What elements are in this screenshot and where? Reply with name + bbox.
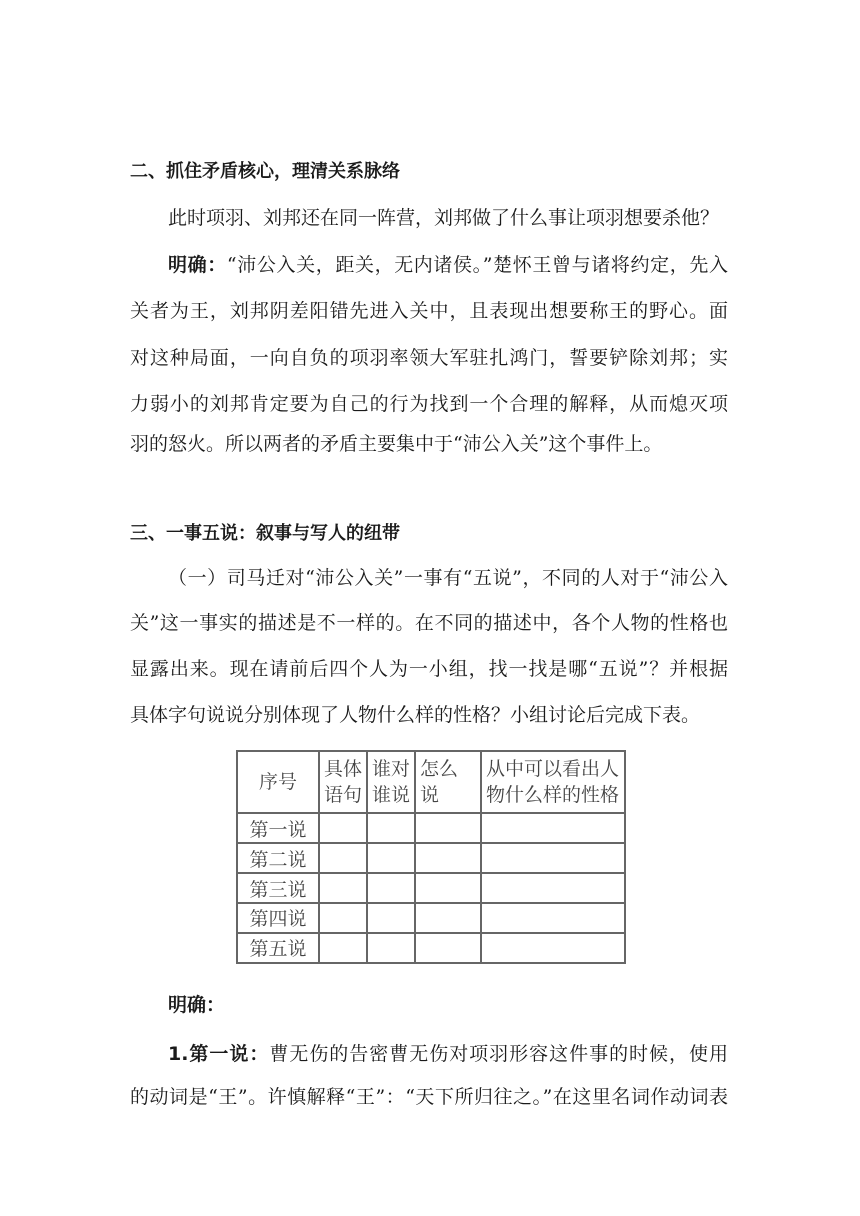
table-cell (319, 903, 367, 933)
table-row (237, 873, 625, 903)
section2-question: 此时项羽、刘邦还在同一阵营，刘邦做了什么事让项羽想要杀他？ (168, 207, 720, 229)
five-accounts-table (236, 750, 626, 964)
table-cell (481, 933, 625, 963)
table-cell (415, 873, 481, 903)
item1-text: 曹无伤的告密曹无伤对项羽形容这件事的时候，使用 (269, 1043, 728, 1065)
item1-label: 1.第一说： (168, 1043, 270, 1065)
section2-heading: 二、抓住矛盾核心，理清关系脉络 (130, 161, 400, 182)
table-header-cell: 序号 (237, 751, 319, 813)
table-cell (367, 903, 415, 933)
section2-answer-line-5: 羽的怒火。所以两者的矛盾主要集中于“沛公入关”这个事件上。 (130, 433, 663, 455)
section3-heading: 三、一事五说：叙事与写人的纽带 (130, 523, 400, 544)
table-row-label: 第五说 (237, 933, 319, 963)
section3-item1-line-2: 的动词是“王”。许慎解释“王”：“天下所归往之。”在这里名词作动词表 (130, 1086, 728, 1108)
section3-para-line-2: 关”这一事实的描述是不一样的。在不同的描述中，各个人物的性格也 (130, 612, 728, 634)
section3-answer-label: 明确： (168, 994, 226, 1016)
table-cell (415, 933, 481, 963)
table-cell (415, 903, 481, 933)
section3-item1-line-1 (168, 1042, 728, 1066)
table-cell (481, 903, 625, 933)
table-cell (319, 933, 367, 963)
table-cell (367, 813, 415, 843)
table-row (237, 843, 625, 873)
section3-para-line-1: （一）司马迁对“沛公入关”一事有“五说”，不同的人对于“沛公入 (168, 567, 728, 589)
table-header-cell: 怎么说 (415, 751, 481, 813)
section2-answer-line-1 (168, 253, 728, 277)
table-row-label: 第四说 (237, 903, 319, 933)
table-cell (481, 843, 625, 873)
table-row-label: 第三说 (237, 873, 319, 903)
table-cell (319, 843, 367, 873)
table-header-cell: 从中可以看出人物什么样的性格 (481, 751, 625, 813)
discussion-table (236, 750, 624, 964)
table-cell (367, 873, 415, 903)
section3-para-line-4: 具体字句说说分别体现了人物什么样的性格？小组讨论后完成下表。 (130, 704, 701, 726)
answer-text: “沛公入关，距关，无内诸侯。”楚怀王曾与诸将约定，先入 (226, 254, 728, 276)
table-header-row (237, 751, 625, 813)
table-cell (415, 843, 481, 873)
table-row (237, 933, 625, 963)
table-header-cell: 谁对谁说 (367, 751, 415, 813)
table-row (237, 903, 625, 933)
answer-label: 明确： (168, 254, 227, 276)
table-cell (319, 813, 367, 843)
table-row-label: 第二说 (237, 843, 319, 873)
table-cell (367, 843, 415, 873)
section3-para-line-3: 显露出来。现在请前后四个人为一小组，找一找是哪“五说”？并根据 (130, 658, 728, 680)
table-row (237, 813, 625, 843)
section2-answer-line-2: 关者为王，刘邦阴差阳错先进入关中，且表现出想要称王的野心。面 (130, 300, 728, 322)
section2-answer-line-3: 对这种局面，一向自负的项羽率领大军驻扎鸿门，誓要铲除刘邦；实 (130, 347, 728, 369)
table-cell (415, 813, 481, 843)
section2-answer-line-4: 力弱小的刘邦肯定要为自己的行为找到一个合理的解释，从而熄灭项 (130, 393, 728, 415)
table-cell (367, 933, 415, 963)
table-cell (319, 873, 367, 903)
table-row-label: 第一说 (237, 813, 319, 843)
table-header-cell: 具体语句 (319, 751, 367, 813)
table-cell (481, 813, 625, 843)
table-cell (481, 873, 625, 903)
